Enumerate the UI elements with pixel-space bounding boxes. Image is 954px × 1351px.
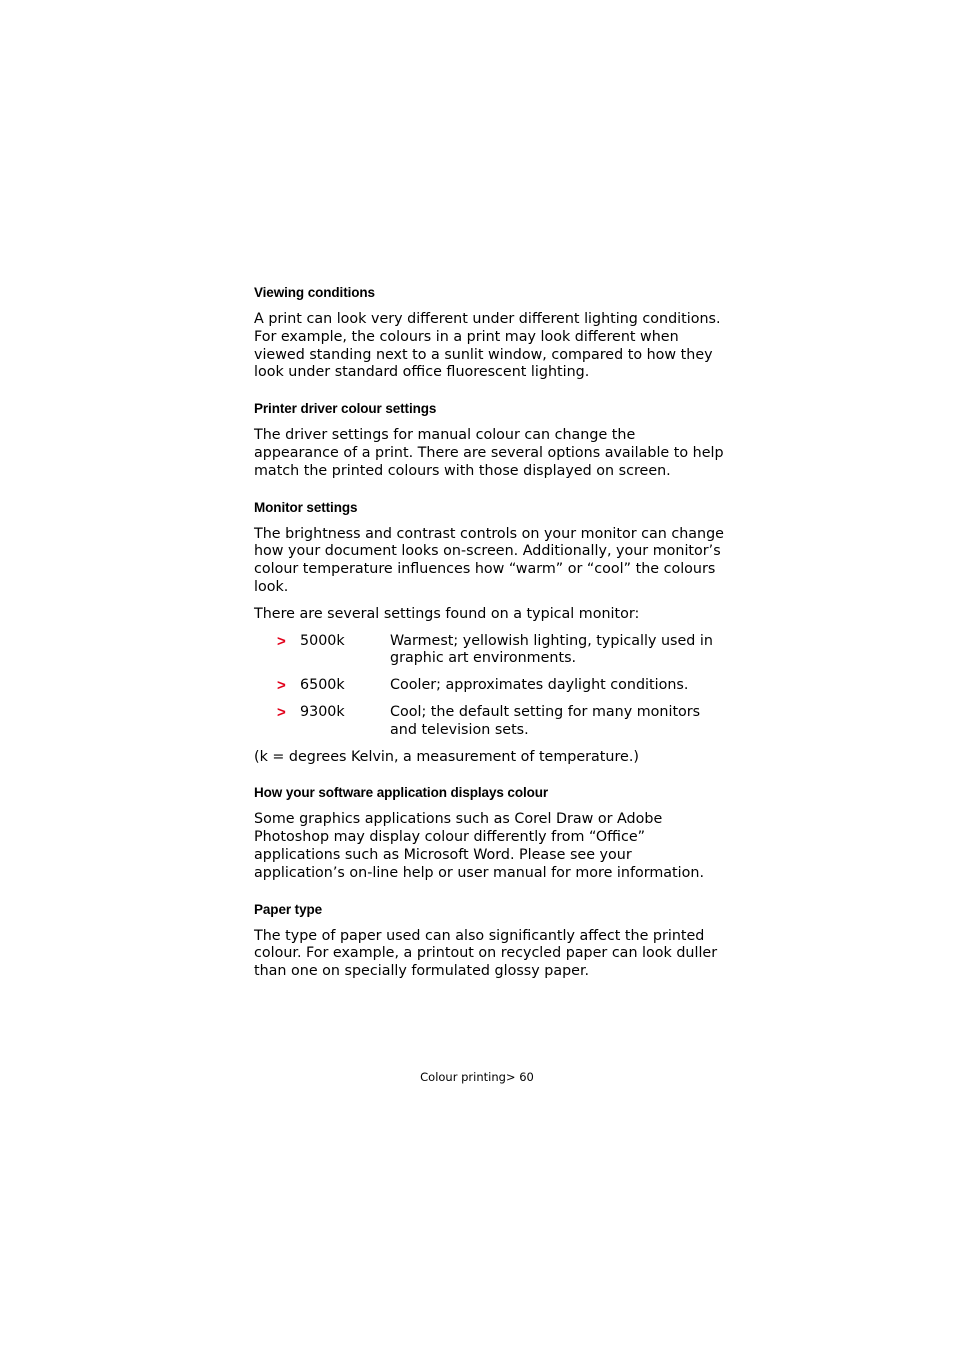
section-paper-type: [254, 901, 724, 981]
section-heading: Monitor settings: [254, 499, 358, 515]
page-footer: Colour printing> 60: [420, 1070, 534, 1084]
bullet-arrow-icon: >: [277, 632, 286, 650]
section-heading: Printer driver colour settings: [254, 401, 437, 417]
list-description: Cooler; approximates daylight conditions.: [390, 677, 689, 694]
list-description: Warmest; yellowish lighting, typically used in graphic art environments.: [390, 632, 713, 667]
section-monitor-settings: [254, 499, 724, 767]
list-description: Cool; the default setting for many monitors and television sets.: [390, 703, 701, 738]
section-software-application-colour: [254, 784, 724, 882]
paragraph: The driver settings for manual colour can change the appearance of a print. There are several options available to help match the printed colours with those displayed on screen.: [254, 427, 724, 479]
note: (k = degrees Kelvin, a measurement of temperature.): [254, 748, 639, 765]
list-term: 6500k: [300, 677, 345, 694]
list-item: [254, 677, 724, 695]
paragraph: The brightness and contrast controls on your monitor can change how your document looks on-screen. Additionally, your monitor’s colour temperature influences how “warm” or “cool” the colours look.: [254, 525, 724, 595]
paragraph: The type of paper used can also significantly affect the printed colour. For example, a printout on recycled paper can look duller than one on specially formulated glossy paper.: [254, 927, 718, 980]
list-item: [254, 633, 724, 669]
section-viewing-conditions: [254, 284, 724, 382]
paragraph: A print can look very different under different lighting conditions. For example, the colours in a print may look different when viewed standing next to a sunlit window, compared to how they look under standard office fluorescent lighting.: [254, 311, 721, 381]
page-content: [254, 284, 724, 990]
section-heading: Paper type: [254, 901, 323, 917]
section-heading: Viewing conditions: [254, 285, 375, 300]
paragraph: Some graphics applications such as Corel Draw or Adobe Photoshop may display colour differently from “Office” applications such as Microsoft Word. Please see your application’s on-line help or user manual for more information.: [254, 811, 704, 881]
bullet-arrow-icon: >: [277, 703, 286, 721]
list-item: [254, 704, 724, 740]
section-heading: How your software application displays colour: [254, 785, 549, 801]
monitor-settings-list: [254, 633, 724, 740]
paragraph: There are several settings found on a typical monitor:: [254, 605, 640, 622]
bullet-arrow-icon: >: [277, 677, 286, 695]
list-term: 9300k: [300, 703, 345, 720]
list-term: 5000k: [300, 632, 345, 649]
section-printer-driver-colour-settings: [254, 400, 724, 480]
